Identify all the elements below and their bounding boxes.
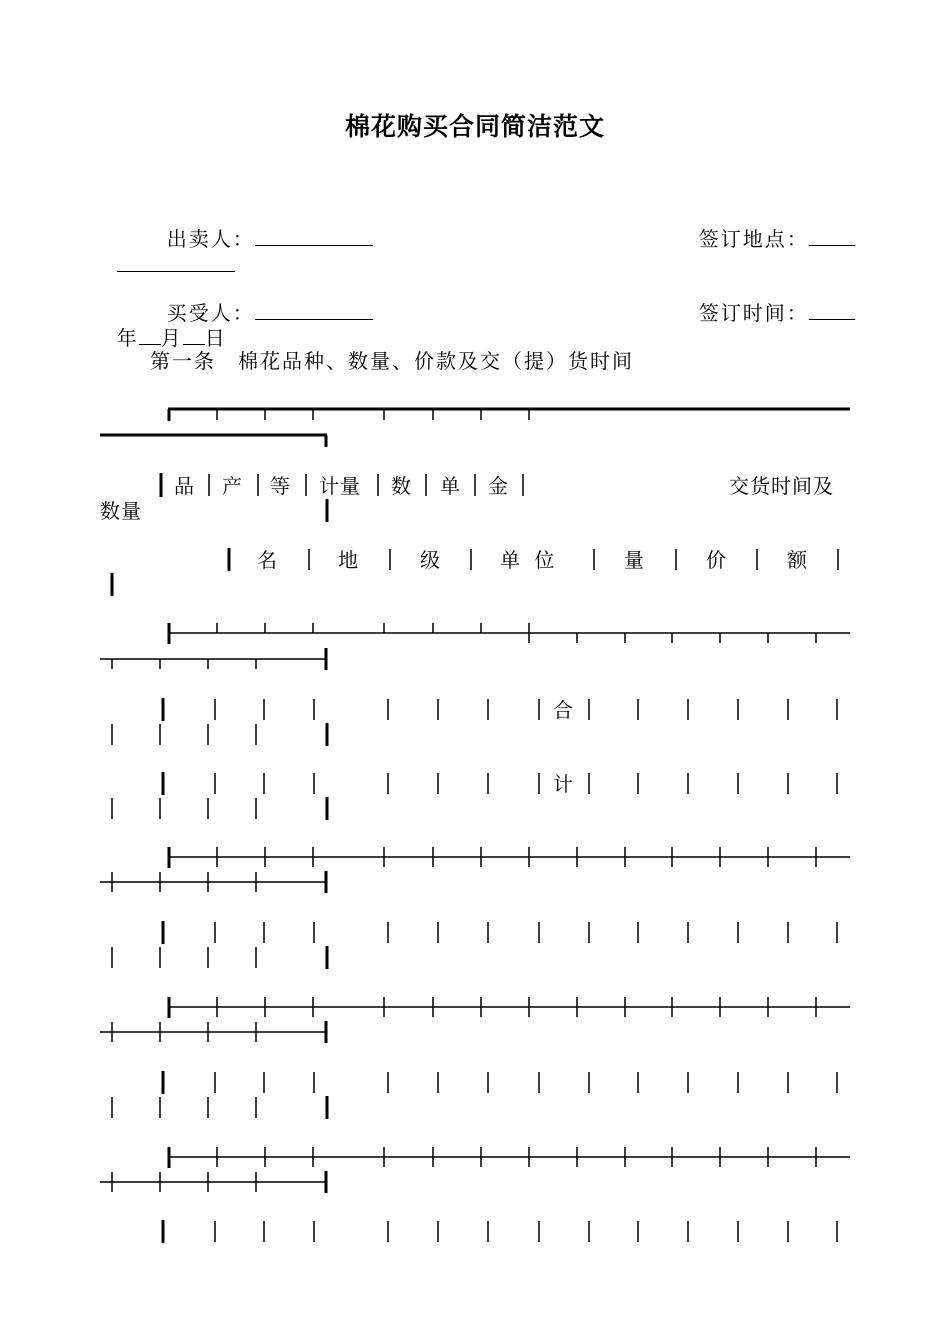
- total-cell-ji: 计: [553, 772, 573, 796]
- header-cell-shu: 数: [391, 474, 411, 498]
- header2-cell-jia: 价: [706, 548, 726, 572]
- page-title: 棉花购买合同简洁范文: [344, 112, 605, 141]
- header2-cell-di: 地: [338, 548, 358, 572]
- header-row-2-dividers: [112, 548, 838, 596]
- day-label: 日: [204, 326, 227, 350]
- header2-cell-ming: 名: [257, 548, 277, 572]
- buyer-label: 买受人：: [166, 301, 255, 325]
- row-total-1: [112, 698, 837, 746]
- header2-cell-e: 额: [787, 548, 807, 572]
- header-row-1-dividers: [161, 473, 523, 522]
- header-cell-jin: 金: [488, 474, 508, 498]
- sign-place-label: 签订地点：: [698, 227, 809, 251]
- month-label: 月: [160, 326, 183, 350]
- header2-cell-danwei: 单 位: [500, 548, 559, 572]
- row-separator-1: [100, 847, 850, 893]
- header-cell-deng: 等: [270, 474, 290, 498]
- header-cell-chan: 产: [222, 474, 242, 498]
- sign-time-label: 签订时间：: [698, 301, 809, 325]
- row-separator-2: [100, 997, 850, 1043]
- total-cell-he: 合: [553, 698, 573, 722]
- row-data-1: [112, 921, 837, 969]
- header-cell-delivery: 交货时间及: [729, 474, 834, 498]
- header-separator: [100, 623, 850, 670]
- row-separator-3: [100, 1147, 850, 1193]
- row-data-3: [163, 1220, 837, 1243]
- header-cell-pin: 品: [174, 474, 194, 498]
- header2-cell-ji: 级: [420, 548, 440, 572]
- header-cell-dan: 单: [440, 474, 460, 498]
- row-data-2: [112, 1071, 837, 1119]
- year-label: 年: [116, 326, 139, 350]
- row-total-2: [112, 772, 837, 820]
- seller-label: 出卖人：: [166, 227, 255, 251]
- header2-cell-liang: 量: [624, 548, 644, 572]
- table-top-border: [100, 409, 850, 447]
- header-cell-quantity: 数量: [100, 499, 142, 523]
- article-1-heading: 第一条 棉花品种、数量、价款及交（提）货时间: [150, 349, 634, 373]
- header-cell-unit: 计量: [319, 474, 361, 498]
